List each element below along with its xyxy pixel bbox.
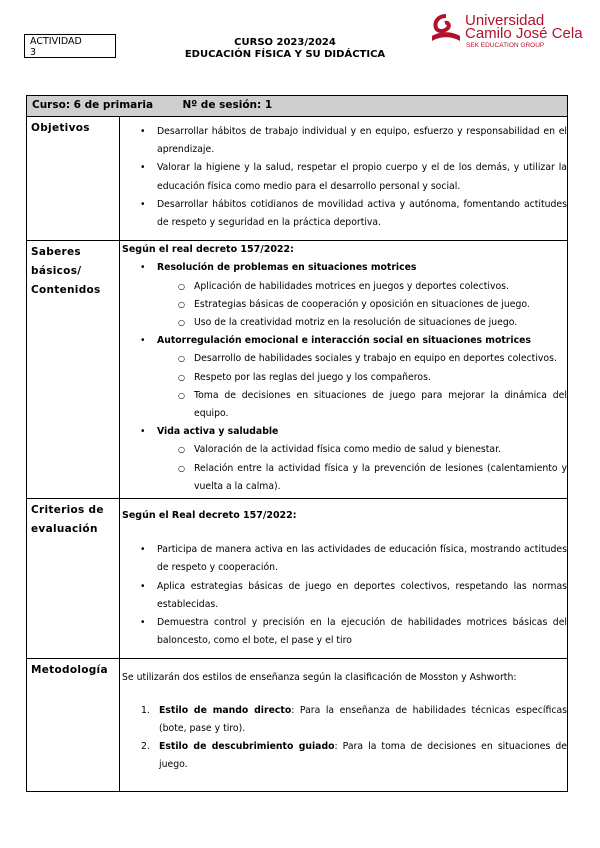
saberes-group-title: Resolución de problemas en situaciones motrices [157, 262, 417, 274]
saberes-label [27, 241, 120, 499]
session-number: Nº de sesión: 1 [182, 99, 273, 111]
criterios-label-line: evaluación [31, 523, 98, 536]
saberes-label-line: Saberes [31, 246, 81, 259]
saberes-group-title: Autorregulación emocional e interacción social en situaciones motrices [157, 335, 531, 347]
saberes-sublist [122, 350, 567, 423]
university-logo [430, 12, 583, 52]
metodologia-intro: Se utilizarán dos estilos de enseñanza según la clasificación de Mosston y Ashworth: [122, 672, 517, 684]
list-item: • Aplica estrategias básicas de juego en deportes colectivos, respetando las normas establecidas. [157, 578, 567, 614]
saberes-row [27, 241, 568, 499]
criterios-list [122, 541, 567, 650]
course-header [150, 37, 420, 61]
list-item: ○ Toma de decisiones en situaciones de juego para mejorar la dinámica del equipo. [194, 387, 567, 423]
objetivos-list [120, 123, 567, 232]
list-item: ○ Valoración de la actividad física como medio de salud y bienestar. [194, 441, 567, 459]
list-item: • Participa de manera activa en las actividades de educación física, mostrando actitudes de respeto y cooperación. [157, 541, 567, 577]
saberes-group [157, 259, 567, 277]
list-item: ○ Respeto por las reglas del juego y los compañeros. [194, 369, 567, 387]
list-number: 2. [141, 741, 150, 753]
activity-number: 3 [30, 47, 37, 58]
course-row [27, 96, 568, 117]
list-item: • Demuestra control y precisión en la ejecución de habilidades motrices básicas del baloncesto, como el bote, el pase y el tiro [157, 614, 567, 650]
criterios-content [120, 499, 568, 659]
saberes-group [157, 423, 567, 441]
logo-university-text: Universidad [465, 12, 545, 29]
list-item: ○ Desarrollo de habilidades sociales y trabajo en equipo en deportes colectivos. [194, 350, 567, 368]
criterios-intro: Según el Real decreto 157/2022: [122, 510, 297, 522]
saberes-sublist [122, 278, 567, 333]
method-name: Estilo de mando directo [159, 704, 292, 716]
metodologia-list [122, 702, 567, 775]
list-item: • Desarrollar hábitos de trabajo individual y en equipo, esfuerzo y responsabilidad en el aprendizaje. [157, 123, 567, 159]
activity-label: ACTIVIDAD [30, 36, 82, 47]
saberes-content [120, 241, 568, 499]
saberes-groups [122, 332, 567, 350]
course-year: CURSO 2023/2024 [234, 37, 336, 48]
objetivos-content [120, 117, 568, 241]
activity-label-box [24, 34, 116, 58]
method-description: : Para la toma de decisiones en situaciones de juego. [159, 741, 567, 771]
metodologia-row [27, 659, 568, 792]
list-item: ○ Relación entre la actividad física y la prevención de lesiones (calentamiento y vuelta a la calma). [194, 460, 567, 496]
saberes-group [157, 332, 567, 350]
saberes-sublist [122, 441, 567, 498]
criterios-label-line: Criterios de [31, 504, 104, 517]
objetivos-label: Objetivos [27, 117, 120, 241]
metodologia-label: Metodología [27, 659, 120, 792]
course-level: Curso: 6 de primaria [32, 99, 154, 111]
logo-group-text: SEK EDUCATION GROUP [466, 42, 545, 49]
list-item [141, 738, 567, 774]
method-name: Estilo de descubrimiento guiado [159, 741, 335, 753]
criterios-label [27, 499, 120, 659]
list-item: ○ Uso de la creatividad motriz en la resolución de situaciones de juego. [194, 314, 567, 332]
subject-title: EDUCACIÓN FÍSICA Y SU DIDÁCTICA [184, 49, 386, 60]
list-item: • Desarrollar hábitos cotidianos de movilidad activa y autónoma, fomentando actitudes de respeto y seguridad en la práctica deportiva. [157, 196, 567, 232]
saberes-groups [122, 423, 567, 441]
session-table [26, 95, 568, 792]
list-number: 1. [141, 704, 150, 716]
logo-name-text: Camilo José Cela [465, 25, 583, 42]
saberes-intro: Según el real decreto 157/2022: [122, 244, 294, 256]
saberes-groups [122, 259, 567, 277]
list-item: • Valorar la higiene y la salud, respetar el propio cuerpo y el de los demás, y utilizar la educación física como medio para el desarrollo personal y social. [157, 159, 567, 195]
method-description: : Para la enseñanza de habilidades técnicas específicas (bote, pase y tiro). [159, 704, 567, 734]
saberes-label-line: básicos/ [31, 265, 82, 278]
objetivos-row [27, 117, 568, 241]
list-item: ○ Estrategias básicas de cooperación y oposición en situaciones de juego. [194, 296, 567, 314]
saberes-label-line: Contenidos [31, 284, 101, 297]
saberes-group-title: Vida activa y saludable [157, 426, 279, 438]
list-item: ○ Aplicación de habilidades motrices en juegos y deportes colectivos. [194, 278, 567, 296]
criterios-row [27, 499, 568, 659]
metodologia-content [120, 659, 568, 792]
list-item [141, 702, 567, 738]
university-logo-icon [430, 14, 462, 48]
